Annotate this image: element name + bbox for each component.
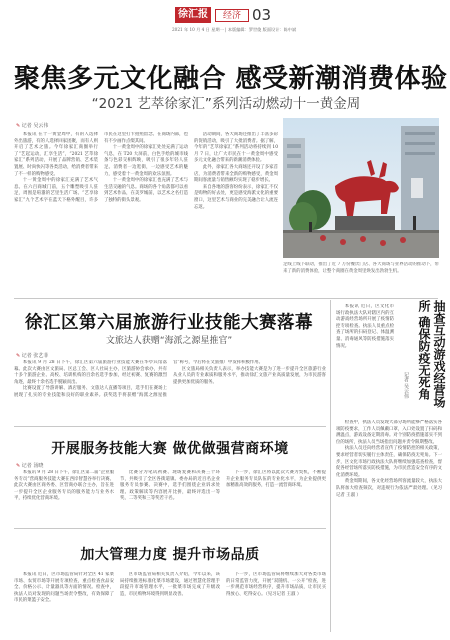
- masthead-section: 经济: [215, 9, 249, 22]
- sidebar-headline: 抽查互动游戏经营场所 确保防疫无死角: [417, 300, 446, 408]
- article4-body: [14, 572, 326, 632]
- article4-paragraph: 区市场监管局相关负责人介绍，今年以来，该局持续推进标准化菜市场建设，通过智慧化管理手段提升市场管理水平，一批菜市场完成了升级改造，市民购物环境得到明显改善。: [120, 572, 220, 597]
- article4-paragraph: 下一步，区市场监管局将继续加大对各类市场的日常监管力度，开展“双随机、一公开”检查，进一步规范市场经营秩序，提升市场品质，让市民买得放心、吃得安心。（见习记者 王淑 ）: [226, 572, 326, 597]
- pen-icon: ✎: [16, 123, 21, 129]
- sidebar-body-bottom: [336, 420, 442, 632]
- article2-subhead: 文旅达人获赠“海派之源星推官”: [105, 336, 233, 346]
- article2-body: [14, 360, 326, 422]
- lead-paragraph: 十一黄金周中的徐家汇也充满了艺术与生活交融的气息。商场的各个角落都可以看到艺术作品，在美罗城前，以艺术之名打造了独特的街头景观。: [104, 178, 188, 203]
- pen-icon: ✎: [16, 353, 21, 359]
- column-divider: [330, 300, 331, 632]
- article2-paragraph: 本报讯 9 月 28 日下午，徐汇区第六届旅游行业技能大赛在华亭宾馆落幕。此次大赛由区文旅局、区总工会、区人社局主办，区旅游协会承办，共有十多个旅游企业、高校、培训机构的百余名选手参加，经过初赛、复赛的激烈角逐，最终十余名选手脱颖而出。: [14, 360, 167, 385]
- article4-paragraph: 本报讯 近日，区市场监管局针对全区 41 家菜市场、农贸市场等开展专项检查，重点检查食品安全、价格公示、计量器具等方面的情况。检查中，执法人员对发现的问题当场责令整改，有效保障了市民的菜篮子安全。: [14, 572, 114, 604]
- lead-paragraph: 十一黄金周中的徐家汇充满了艺术气息。在六百商城门前，五个雕塑吸引人驻足，周围是喧嚣的艺里生活广场。“艺享徐家汇”九个艺术字在蓝天下格外醒目，许多市民在这里打卡拍照留念。在商场内部，也有不少画作点缀其间。: [14, 132, 188, 203]
- bull-sculpture-photo: [283, 118, 439, 258]
- article2-paragraph: 比赛设置了导游讲解、酒店服务、文旅达人直播等项目，选手们在赛场上展现了扎实的专业技能和良好的职业素养。获奖选手将获赠“海派之源星推官”称号，今后将在文旅推广中发挥积极作用。: [14, 360, 264, 398]
- lead-body: [14, 132, 278, 292]
- lead-paragraph: 此外，徐家汇各大商场还开设了多家首店，为消费者带来全新的购物感受，黄金周期间客流量与销售额均实现了稳步增长。: [194, 164, 278, 184]
- lead-photo-caption: [283, 262, 439, 288]
- article2-author: [16, 352, 136, 359]
- lead-author-text: 记者 吴云伟: [21, 123, 49, 129]
- lead-paragraph: 十一黄金周中的徐家汇处处充满了运动气息，在 T20 大屏前，白色手绘的城市线条与色彩交相辉映，吸引了很多年轻人驻足。消费者一边逛街，一边感受艺术的魅力，感受着十一黄金周的欢乐氛围。: [104, 145, 188, 177]
- lead-caption-text: 足线上线下联动，推出了近 7 万份餐饮门店、各大商场与业界活动的推动下，带来了新的消费体验，让整个商圈在黄金周里焕发出勃勃生机。: [283, 262, 439, 274]
- article3-headline: 开展服务技能大赛 做优做强营商环境: [51, 441, 289, 457]
- lead-paragraph: 来自各地的游客纷纷表示，徐家汇不仅是购物的好去处，更是感受海派文化的重要窗口，这里艺术与商业的完美融合让人流连忘返。: [194, 184, 278, 210]
- article2-headline: 徐汇区第六届旅游行业技能大赛落幕: [25, 313, 313, 333]
- masthead-date-line: 2021 年 10 月 4 日 星期一 | 本版编辑：罗世俊 版面设计：陈中斌: [172, 27, 297, 32]
- article2-author-text: 记者 张艺菲: [21, 353, 49, 359]
- sidebar-paragraph: 检查中，执法人员发现大部分场所能够严格落实各项防疫要求，工作人员佩戴口罩，入口处设置了扫码和测温点，游戏设备定期消毒。对个别防疫措施落实不到位的场所，执法人员当场指出问题并责令限期整改。: [336, 420, 442, 445]
- divider: [14, 298, 438, 299]
- lead-photo: [283, 118, 439, 258]
- sidebar-paragraph: 本报讯 近日，区文化市场行政执法大队对辖区内的互动游戏经营场所开展了疫情防控专项检查。执法人员重点检查了场所的扫码登记、体温测量、消毒通风等防疫措施落实情况。: [336, 304, 394, 349]
- article3-body: [14, 470, 326, 524]
- lead-headline: 聚焦多元文化融合 感受新潮消费体验: [14, 64, 448, 94]
- sidebar-author-text: 记者 吴云伟: [403, 372, 409, 399]
- sidebar-paragraph: 黄金周期间，各文化经营场所客流量较大，执法大队将加大检查频次，对违规行为依法严肃处理。（见习记者 王淑 ）: [336, 479, 442, 498]
- lead-author: [16, 122, 136, 129]
- article3-paragraph: 下一步，徐汇区将以此次大赛为契机，不断提升企业服务专员队伍的专业化水平，为企业提供更加精准高效的服务，打造一流营商环境。: [226, 470, 326, 489]
- masthead-brand: 徐汇报: [175, 7, 211, 23]
- divider: [14, 528, 326, 529]
- article4-headline: 加大管理力度 提升市场品质: [80, 547, 260, 563]
- article3-paragraph: 本报讯 9 月 28 日下午，徐汇区第二届“企业服务专员”营商服务技能大赛在西岸智慧谷举行决赛。此次大赛由区商务委、区营商办联合主办，旨在进一步提升全区企业服务专员的服务能力与业务水平，持续优化营商环境。: [14, 470, 114, 502]
- article3-author: [16, 462, 136, 469]
- divider: [14, 426, 326, 427]
- article3-author-text: 记者 汤晓: [21, 463, 44, 469]
- page-number: 03: [252, 6, 272, 24]
- lead-subhead: “2021 艺萃徐家汇”系列活动燃动十一黄金周: [91, 96, 361, 112]
- sidebar-paragraph: 执法人员还向经营者宣传了疫情防控的相关政策，要求经营者切实履行主体责任，确保防疫无死角。下一步，区文化市场行政执法大队将继续加强巡查检查，督促各经营场所落实防疫措施，为市民营造安全有序的文化消费环境。: [336, 446, 442, 478]
- lead-paragraph: 活动期间，各大商场还推出了丰富多彩的促销活动，吸引了大批消费者。据了解，今年的“艺萃徐家汇”系列活动将持续到 10 月 7 日，让广大市民在十一黄金周中感受多元文化融合带来的新潮消费体验。: [194, 132, 278, 164]
- article3-paragraph: 比赛分为笔试初赛、现场复赛和决赛三个环节，共吸引了全区各街道镇、委办局的近百名企业服务专员参赛。决赛中，选手们围绕企业诉求处理、政策解读等内容展开比拼，最终评选出一等奖、二等奖和三等奖若干名。: [120, 470, 220, 502]
- article2-paragraph: 区文旅局相关负责人表示，举办技能大赛是为了进一步提升全区旅游行业从业人员的专业素质和服务水平，推动徐汇文旅产业高质量发展，为市民游客提供更加优质的服务。: [173, 366, 326, 385]
- lead-paragraph: 本报讯 在十一黄金周中，有的人选择外出旅游，有的人选择回家团聚，而有人则开启了艺术之旅。今年徐家汇商圈举行了“艺起运动，汇享生活”，“2021 艺萃徐家汇”系列活动，开展了品牌营销、艺术装置展、时尚快闪等各类活动，给消费者带来了不一样的购物感受。: [14, 132, 98, 177]
- pen-icon: ✎: [16, 463, 21, 469]
- sidebar-body-top: [336, 304, 394, 416]
- sidebar-author: [398, 372, 410, 416]
